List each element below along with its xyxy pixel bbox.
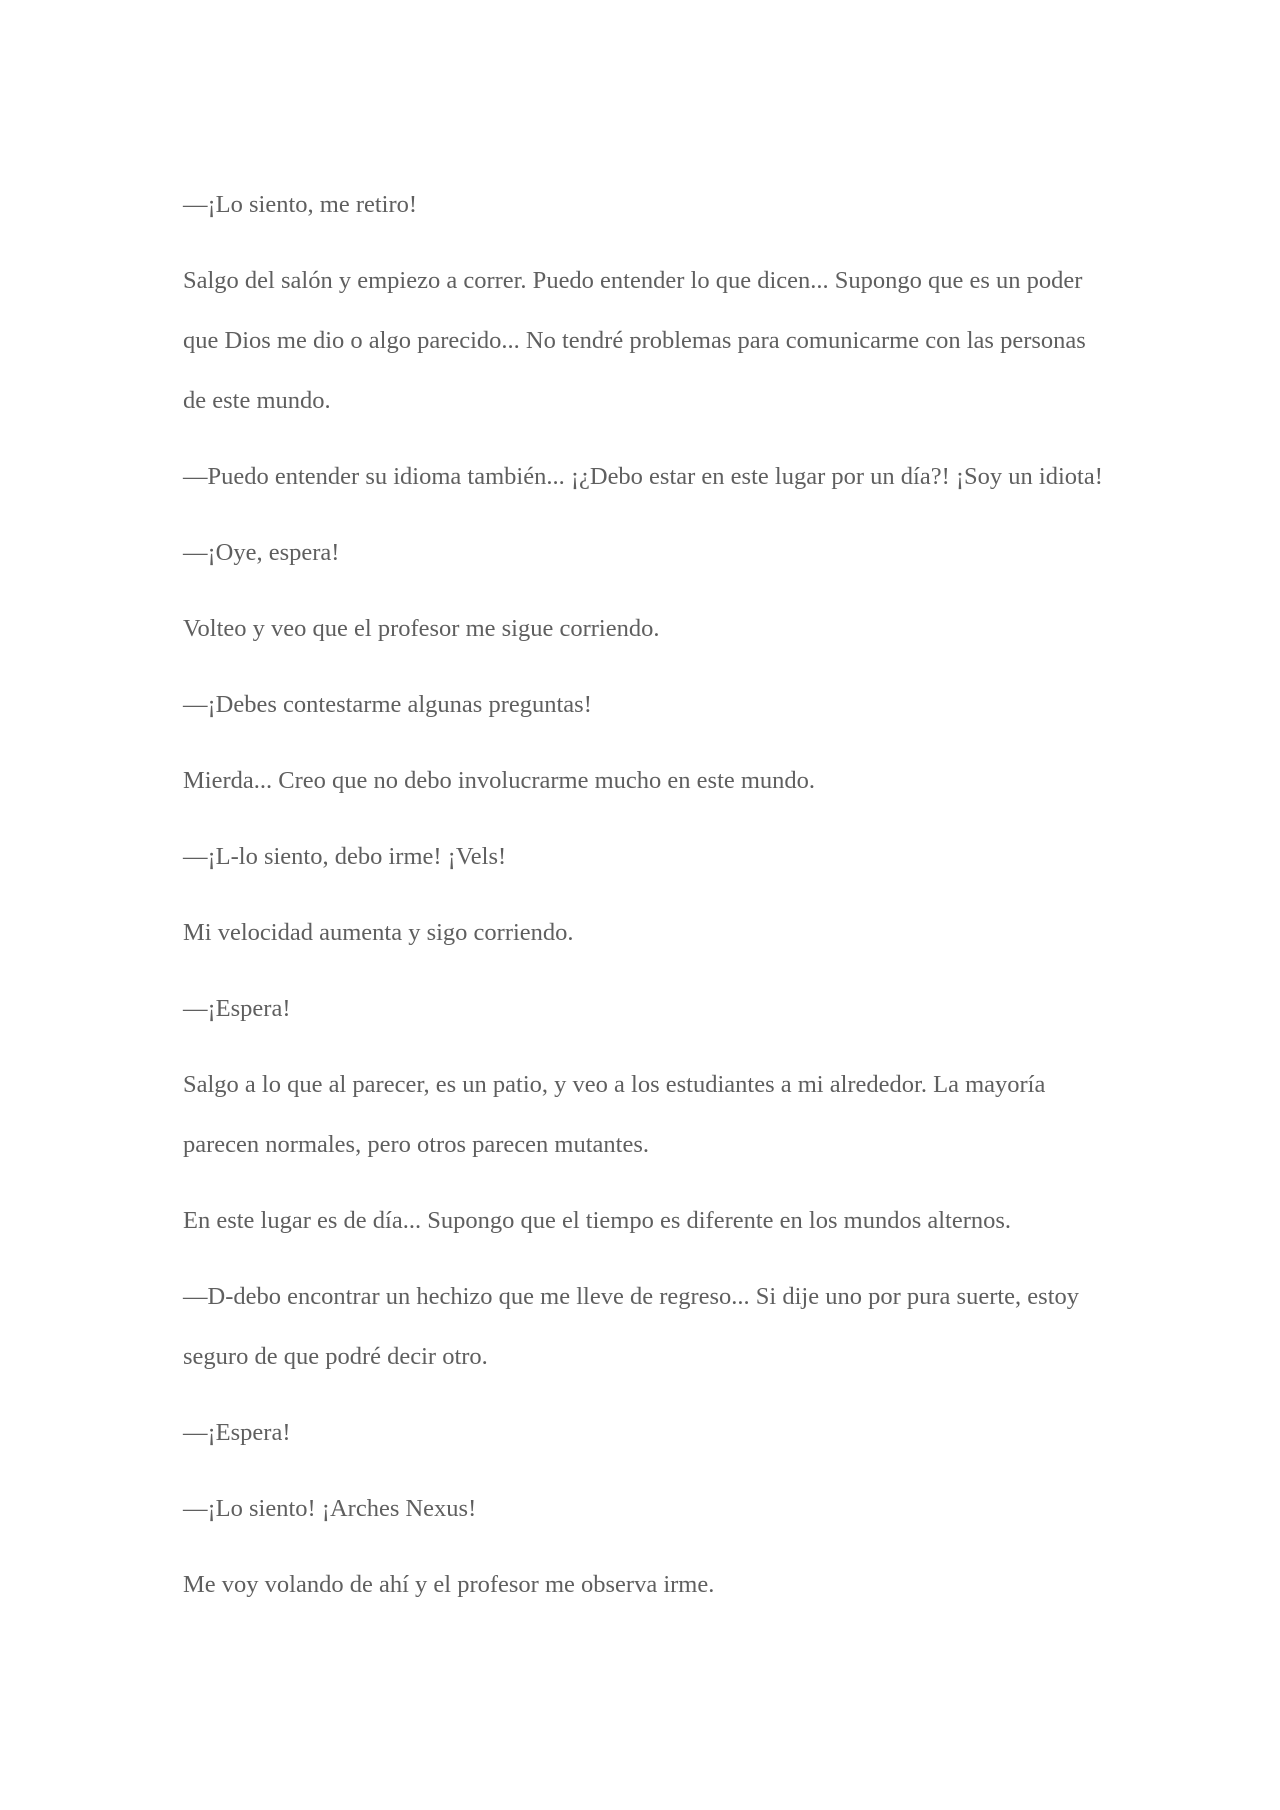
- paragraph-5: Volteo y veo que el profesor me sigue corriendo.: [183, 615, 660, 642]
- paragraph-11: Salgo a lo que al parecer, es un patio, y veo a los estudiantes a mi alrededor. La mayoría parecen normales, pero otros parecen mutantes.: [183, 1071, 1046, 1158]
- paragraph-13: —D-debo encontrar un hechizo que me lleve de regreso... Si dije uno por pura suerte, estoy seguro de que podré decir otro.: [183, 1283, 1079, 1370]
- paragraph-2: Salgo del salón y empiezo a correr. Puedo entender lo que dicen... Supongo que es un poder que Dios me dio o algo parecido... No tendré problemas para comunicarme con las personas de este mundo.: [183, 267, 1086, 414]
- paragraph-6: —¡Debes contestarme algunas preguntas!: [183, 691, 592, 718]
- paragraph-12: En este lugar es de día... Supongo que el tiempo es diferente en los mundos alternos.: [183, 1207, 1012, 1234]
- paragraph-10: —¡Espera!: [183, 995, 291, 1022]
- paragraph-7: Mierda... Creo que no debo involucrarme mucho en este mundo.: [183, 767, 816, 794]
- paragraph-16: Me voy volando de ahí y el profesor me observa irme.: [183, 1571, 715, 1598]
- paragraph-3: —Puedo entender su idioma también... ¡¿Debo estar en este lugar por un día?! ¡Soy un idiota!: [183, 463, 1103, 490]
- paragraph-8: —¡L-lo siento, debo irme! ¡Vels!: [183, 843, 507, 870]
- paragraph-9: Mi velocidad aumenta y sigo corriendo.: [183, 919, 574, 946]
- paragraph-15: —¡Lo siento! ¡Arches Nexus!: [183, 1495, 477, 1522]
- paragraph-1: —¡Lo siento, me retiro!: [183, 191, 418, 218]
- paragraph-4: —¡Oye, espera!: [183, 539, 340, 566]
- paragraph-14: —¡Espera!: [183, 1419, 291, 1446]
- document-body: [183, 175, 1103, 1631]
